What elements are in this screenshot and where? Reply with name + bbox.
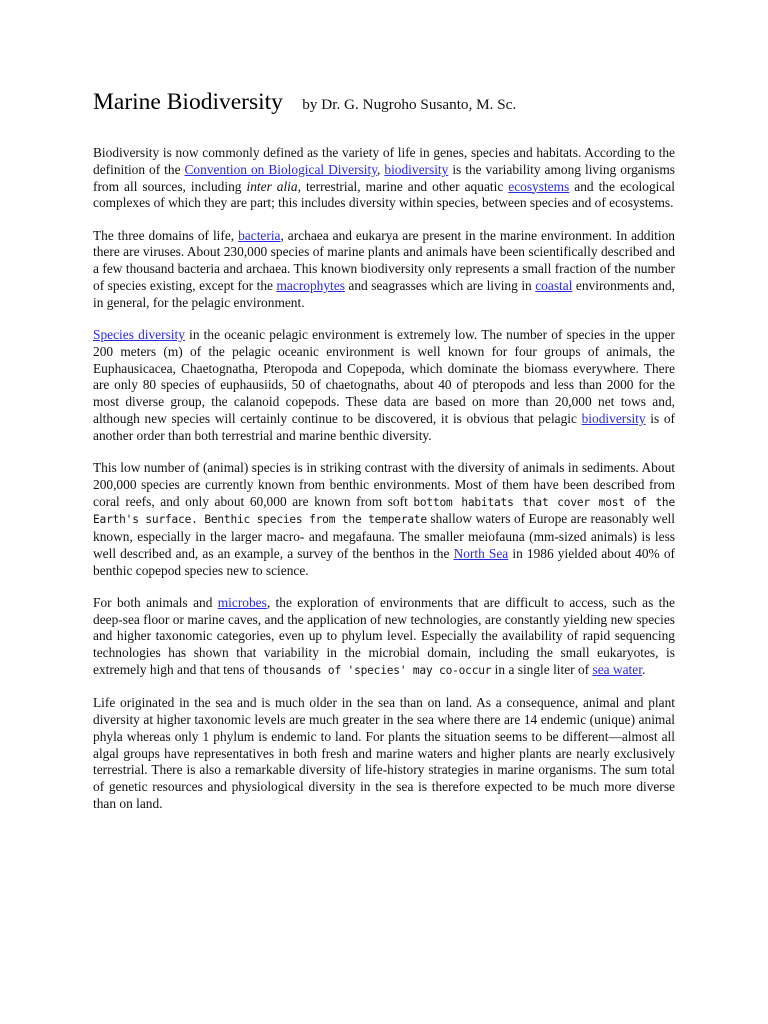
link-convention-biological-diversity[interactable]: Convention on Biological Diversity [184, 161, 378, 177]
link-ecosystems[interactable]: ecosystems [508, 178, 570, 194]
text-span: is of another order than both terrestrial and marine benthic diversity. [93, 410, 675, 443]
paragraph-domains-of-life [93, 228, 675, 312]
document-page [93, 84, 675, 828]
link-coastal[interactable]: coastal [535, 277, 573, 293]
text-span: Life originated in the sea and is much older in the sea than on land. As a consequence, animal and plant diversity at higher taxonomic levels are much greater in the sea where there are 14 endemic (unique) animal phyla whereas only 1 phylum is endemic to land. For plants the situation seems to be different—almost all algal groups have representatives in both fresh and marine waters and higher plants are nearly exclusively terrestrial. There is also a remarkable diversity of life-history strategies in marine organisms. The sum total of genetic resources and physiological diversity in the sea is therefore expected to be much more diverse than on land. [93, 695, 675, 812]
text-span: For both animals and [93, 594, 218, 610]
link-bacteria[interactable]: bacteria [238, 227, 281, 243]
italic-inter-alia: inter alia [246, 178, 298, 194]
monospace-text-span: thousands of 'species' may co-occur [262, 664, 492, 678]
text-span: in a single liter of [491, 662, 593, 678]
text-span: in the oceanic pelagic environment is extremely low. The number of species in the upper 200 meters (m) of the pelagic oceanic environment is well known for four groups of animals, the Euphausicacea, Chaetognatha, Pteropoda and Copepoda, which dominate the biomass everywhere. There are only 80 species of euphausiids, 50 of chaetognaths, about 40 of pteropods and less than 2000 for the most diverse group, the calanoid copepods. These data are based on more than 20,000 net tows and, although new species will certainly continue to be discovered, it is obvious that pelagic [93, 326, 675, 426]
document-title: Marine Biodiversity [93, 89, 283, 115]
paragraph-microbes [93, 595, 675, 680]
text-span: and seagrasses which are living in [344, 277, 536, 293]
paragraph-species-diversity [93, 327, 675, 445]
text-span: , terrestrial, marine and other aquatic [297, 178, 509, 194]
text-span: Biodiversity is now commonly defined as the variety of life in genes, species and habitats. According to the definition of the [93, 145, 675, 177]
paragraph-life-origin [93, 695, 675, 813]
link-sea-water[interactable]: sea water [592, 662, 642, 678]
link-macrophytes[interactable]: macrophytes [276, 277, 345, 293]
text-span: , archaea and eukarya are present in the marine environment. In addition there are viruses. About 230,000 species of marine plants and animals have been scientifically described and a few thousand bacteria and archaea. This known biodiversity only represents a small fraction of the number of species existing, except for the [93, 227, 675, 293]
text-span: shallow waters of Europe are reasonably well known, especially in the larger macro- and megafauna. The smaller meiofauna (mm-sized animals) is less well described and, as an example, a survey of the benthos in the [93, 511, 675, 561]
text-span: and the ecological complexes of which they are part; this includes diversity within species, between species and of ecosystems. [93, 178, 675, 211]
text-span: is the variability among living organisms from all sources, including [93, 161, 675, 194]
link-biodiversity-pelagic[interactable]: biodiversity [581, 410, 646, 426]
link-biodiversity[interactable]: biodiversity [384, 161, 449, 177]
paragraph-definition [93, 145, 675, 212]
link-microbes[interactable]: microbes [217, 594, 267, 610]
text-span: , the exploration of environments that are difficult to access, such as the deep-sea floor or marine caves, and the application of new technologies, are constantly yielding new species and higher taxonomic categories, even up to phylum level. Especially the availability of rapid sequencing technologies has shown that variability in the microbial domain, including the small eukaryotes, is extremely high and that tens of [93, 594, 675, 678]
text-span: The three domains of life, [93, 227, 239, 243]
link-species-diversity[interactable]: Species diversity [93, 326, 185, 342]
text-span: This low number of (animal) species is in striking contrast with the diversity of animals in sediments. About 200,000 species are currently known from benthic environments. Most of them have been described from coral reefs, and only about 60,000 are known from soft [93, 459, 675, 509]
monospace-text-span: bottom habitats that cover most of the Earth's surface. Benthic species from the temperate [93, 495, 675, 527]
document-header [93, 84, 675, 120]
text-span: environments and, in general, for the pelagic environment. [93, 277, 675, 310]
text-span: in 1986 yielded about 40% of benthic copepod species new to science. [93, 545, 675, 578]
paragraph-benthic-species [93, 460, 675, 580]
text-span: . [641, 662, 646, 678]
link-north-sea[interactable]: North Sea [453, 545, 509, 561]
author-byline: by Dr. G. Nugroho Susanto, M. Sc. [302, 96, 517, 113]
text-span: , [377, 161, 385, 177]
